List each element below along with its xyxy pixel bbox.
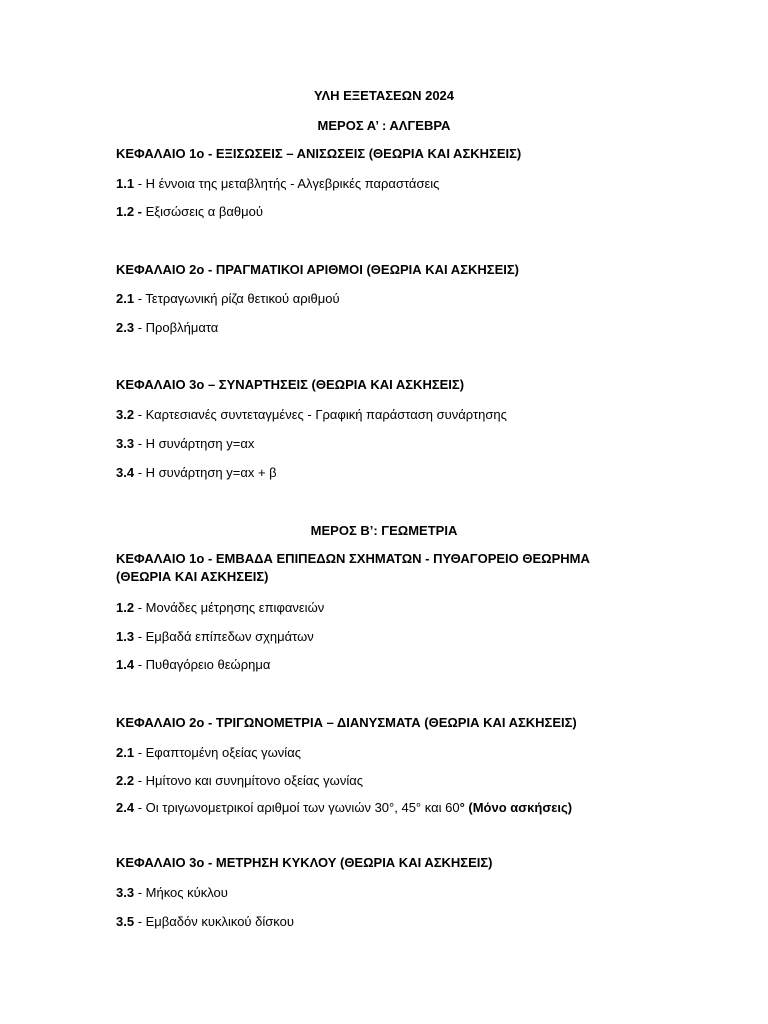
item-number: 3.3 — [116, 885, 135, 900]
item-number: 3.3 — [116, 436, 135, 451]
item-number: 2.1 — [116, 291, 135, 306]
list-item — [116, 406, 507, 424]
chapter-title: ΚΕΦΑΛΑΙΟ 1ο - ΕΜΒΑΔΑ ΕΠΙΠΕΔΩΝ ΣΧΗΜΑΤΩΝ - ΠΥΘΑΓΟΡΕΙΟ ΘΕΩΡΗΜΑ (ΘΕΩΡΙΑ ΚΑΙ ΑΣΚΗΣΕΙΣ) — [116, 551, 590, 584]
list-item — [116, 290, 340, 308]
item-text: - Η συνάρτηση y=αx — [134, 436, 255, 451]
item-text: - Η συνάρτηση y=αx + β — [134, 465, 277, 480]
item-text: - Πυθαγόρειο θεώρημα — [134, 657, 271, 672]
item-text: - Εμβαδόν κυκλικού δίσκου — [134, 914, 294, 929]
chapter-title: ΚΕΦΑΛΑΙΟ 3ο - ΜΕΤΡΗΣΗ ΚΥΚΛΟΥ (ΘΕΩΡΙΑ ΚΑΙ ΑΣΚΗΣΕΙΣ) — [116, 855, 493, 870]
list-item — [116, 464, 277, 482]
list-item — [116, 656, 270, 674]
list-item — [116, 599, 324, 617]
item-number: 1.2 — [116, 600, 135, 615]
item-number: 3.4 — [116, 465, 135, 480]
chapter-title: ΚΕΦΑΛΑΙΟ 1ο - ΕΞΙΣΩΣΕΙΣ – ΑΝΙΣΩΣΕΙΣ (ΘΕΩΡΙΑ ΚΑΙ ΑΣΚΗΣΕΙΣ) — [116, 146, 522, 161]
list-item — [116, 628, 314, 646]
list-item — [116, 799, 572, 817]
list-item — [116, 319, 218, 337]
list-item — [116, 203, 263, 221]
item-text: - Οι τριγωνομετρικοί αριθμοί των γωνιών 30°, 45° και 60 — [134, 800, 460, 815]
chapter-title: ΚΕΦΑΛΑΙΟ 2ο - ΤΡΙΓΩΝΟΜΕΤΡΙΑ – ΔΙΑΝΥΣΜΑΤΑ (ΘΕΩΡΙΑ ΚΑΙ ΑΣΚΗΣΕΙΣ) — [116, 715, 577, 730]
list-item — [116, 744, 301, 762]
item-text: - Καρτεσιανές συντεταγμένες - Γραφική παράσταση συνάρτησης — [134, 407, 507, 422]
item-number: 2.1 — [116, 745, 135, 760]
item-number: 2.3 — [116, 320, 135, 335]
part-b-heading: ΜΕΡΟΣ Β’: ΓΕΩΜΕΤΡΙΑ — [310, 523, 458, 538]
item-text: - Εμβαδά επίπεδων σχημάτων — [134, 629, 314, 644]
part-a-heading: ΜΕΡΟΣ Α’ : ΑΛΓΕΒΡΑ — [317, 118, 451, 133]
list-item — [116, 175, 439, 193]
item-number: 1.1 — [116, 176, 135, 191]
item-text: - Εφαπτομένη οξείας γωνίας — [134, 745, 301, 760]
list-item — [116, 913, 294, 931]
item-note: ° (Μόνο ασκήσεις) — [459, 800, 573, 815]
list-item — [116, 884, 228, 902]
list-item — [116, 435, 254, 453]
item-text: - Μήκος κύκλου — [134, 885, 228, 900]
item-text: - Ημίτονο και συνημίτονο οξείας γωνίας — [134, 773, 363, 788]
item-number: 1.4 — [116, 657, 135, 672]
item-number: 2.2 — [116, 773, 135, 788]
item-text: - Μονάδες μέτρησης επιφανειών — [134, 600, 325, 615]
item-number: 2.4 — [116, 800, 135, 815]
item-text: Εξισώσεις α βαθμού — [142, 204, 263, 219]
chapter-title: ΚΕΦΑΛΑΙΟ 3ο – ΣΥΝΑΡΤΗΣΕΙΣ (ΘΕΩΡΙΑ ΚΑΙ ΑΣΚΗΣΕΙΣ) — [116, 377, 465, 392]
item-number: 1.3 — [116, 629, 135, 644]
item-number: 3.5 — [116, 914, 135, 929]
item-text: - Προβλήματα — [134, 320, 219, 335]
item-text: - Η έννοια της μεταβλητής - Αλγεβρικές παραστάσεις — [134, 176, 440, 191]
list-item — [116, 772, 363, 790]
item-number: 1.2 - — [116, 204, 143, 219]
item-number: 3.2 — [116, 407, 135, 422]
chapter-title: ΚΕΦΑΛΑΙΟ 2ο - ΠΡΑΓΜΑΤΙΚΟΙ ΑΡΙΘΜΟΙ (ΘΕΩΡΙΑ ΚΑΙ ΑΣΚΗΣΕΙΣ) — [116, 262, 519, 277]
document-title: ΥΛΗ ΕΞΕΤΑΣΕΩΝ 2024 — [313, 88, 455, 103]
item-text: - Τετραγωνική ρίζα θετικού αριθμού — [134, 291, 340, 306]
